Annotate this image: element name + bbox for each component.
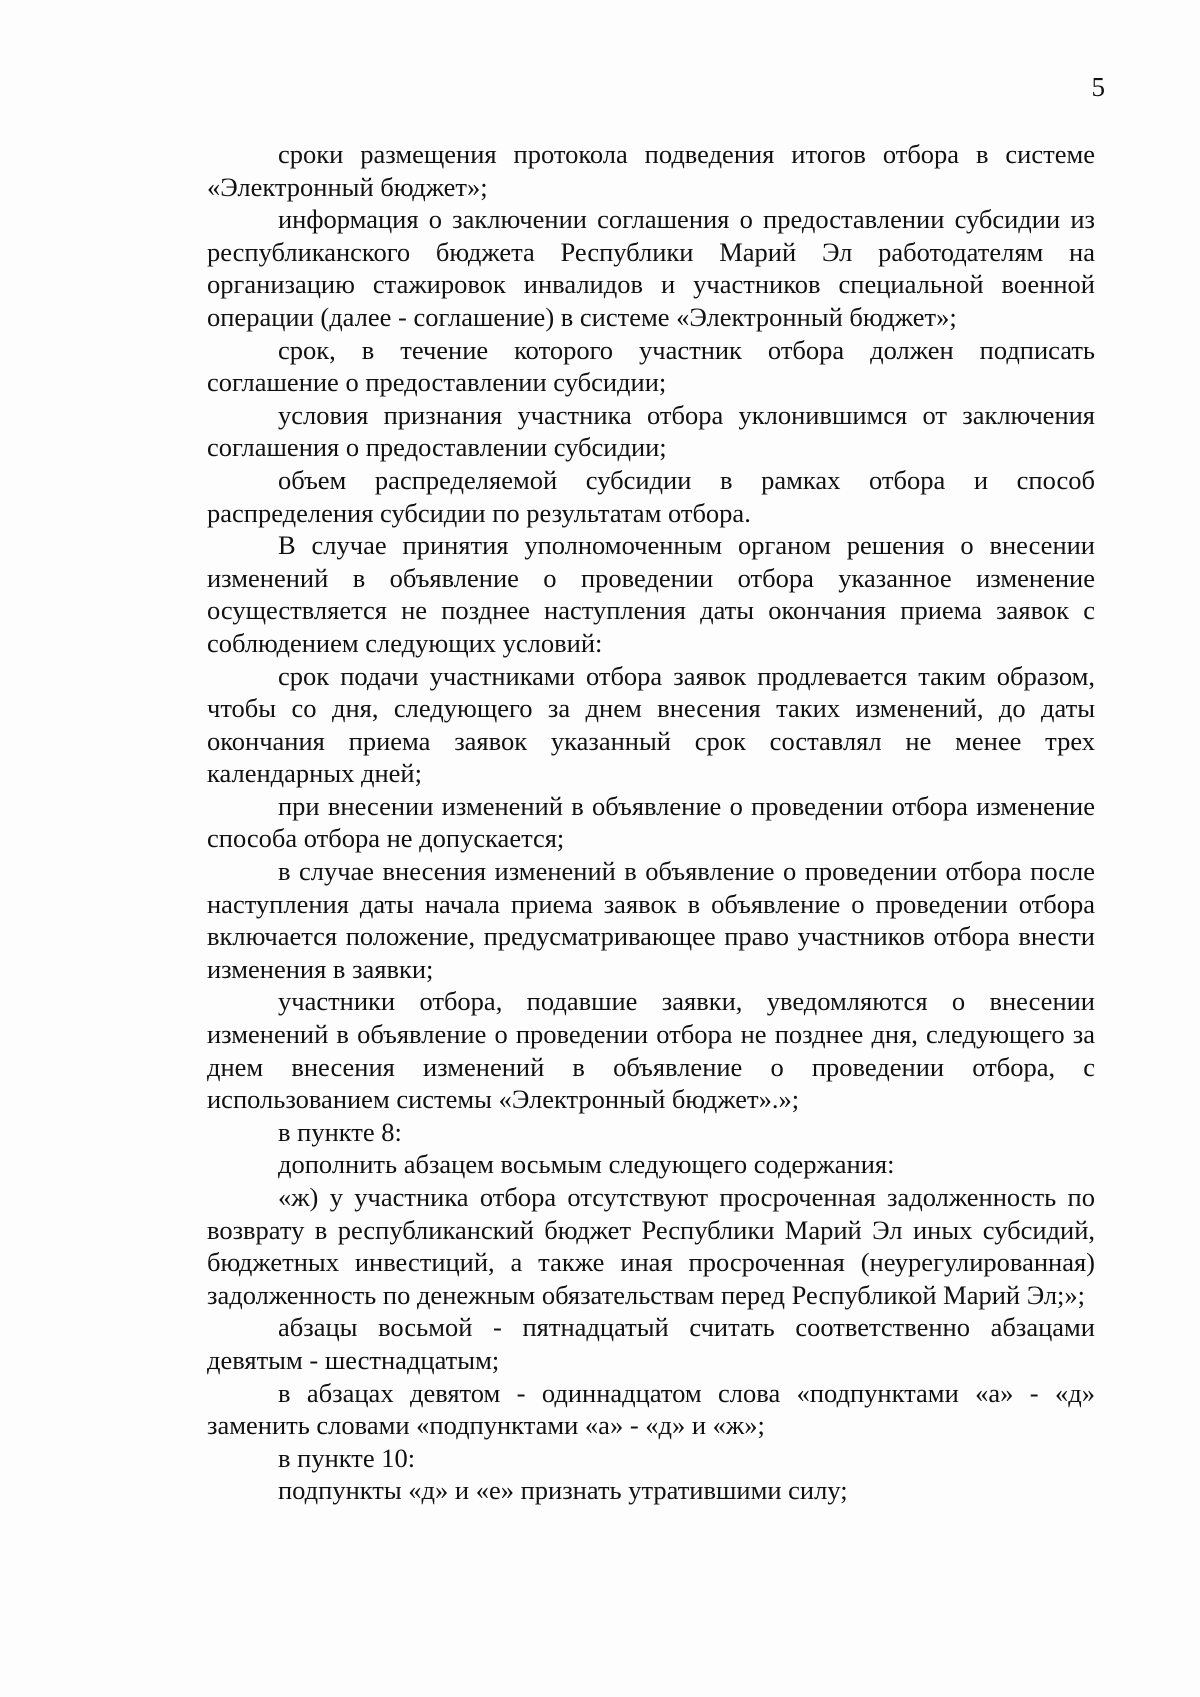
paragraph: В случае принятия уполномоченным органом решения о внесении изменений в объявление о проведении отбора указанное изменение осуществляется не позднее наступления даты окончания приема заявок с соблюдением следующих условий: (207, 530, 1095, 658)
paragraph: при внесении изменений в объявление о проведении отбора изменение способа отбора не допускается; (207, 790, 1095, 854)
paragraph: в абзацах девятом - одиннадцатом слова «подпунктами «а» - «д» заменить словами «подпунктами «а» - «д» и «ж»; (207, 1377, 1095, 1441)
paragraph: абзацы восьмой - пятнадцатый считать соответственно абзацами девятым - шестнадцатым; (207, 1312, 1095, 1375)
paragraph: в случае внесения изменений в объявление о проведении отбора после наступления даты начала приема заявок в объявление о проведении отбора включается положение, предусматривающее право участников отбора внести изменения в заявки; (207, 856, 1095, 984)
paragraph: сроки размещения протокола подведения итогов отбора в системе «Электронный бюджет»; (207, 139, 1095, 202)
paragraph: в пункте 10: (278, 1442, 416, 1473)
paragraph: информация о заключении соглашения о предоставлении субсидии из республиканского бюджета Республики Марий Эл работодателям на организацию стажировок инвалидов и участников специальной военной операции (далее - соглашение) в системе «Электронный бюджет»; (207, 204, 1095, 332)
paragraph: срок подачи участниками отбора заявок продлевается таким образом, чтобы со дня, следующего за днем внесения таких изменений, до даты окончания приема заявок указанный срок составлял не менее трех календарных дней; (207, 660, 1095, 789)
paragraph: срок, в течение которого участник отбора должен подписать соглашение о предоставлении субсидии; (207, 334, 1095, 398)
paragraph: объем распределяемой субсидии в рамках отбора и способ распределения субсидии по результатам отбора. (207, 464, 1095, 528)
document-body (207, 138, 1095, 1507)
paragraph: «ж) у участника отбора отсутствуют просроченная задолженность по возврату в республиканский бюджет Республики Марий Эл иных субсидий, бюджетных инвестиций, а также иная просроченная (неурегулированная) задолженность по денежным обязательствам перед Республикой Марий Эл;»; (207, 1182, 1095, 1310)
paragraph: подпункты «д» и «е» признать утратившими силу; (278, 1475, 848, 1506)
paragraph: дополнить абзацем восьмым следующего содержания: (278, 1149, 895, 1180)
page-number: 5 (1091, 72, 1105, 102)
paragraph: участники отбора, подавшие заявки, уведомляются о внесении изменений в объявление о проведении отбора не позднее дня, следующего за днем внесения изменений в объявление о проведении отбора, с использованием системы «Электронный бюджет».»; (207, 986, 1095, 1115)
paragraph: условия признания участника отбора уклонившимся от заключения соглашения о предоставлении субсидии; (207, 399, 1095, 463)
paragraph: в пункте 8: (278, 1116, 402, 1147)
